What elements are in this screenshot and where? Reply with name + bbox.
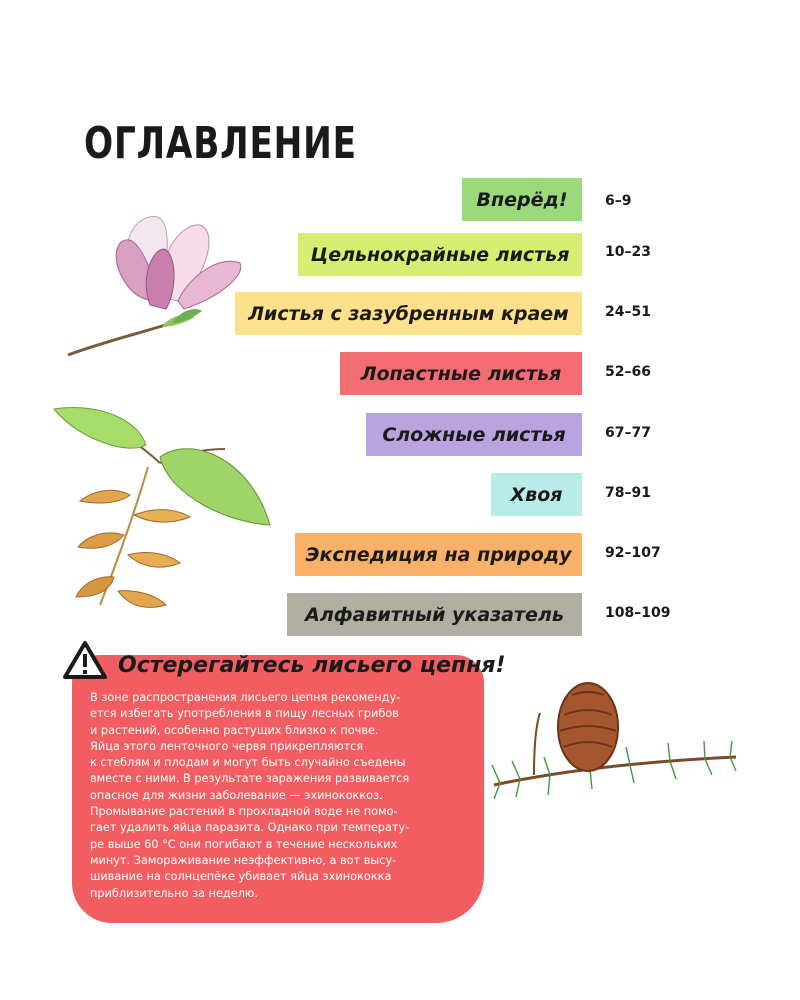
toc-item-needles[interactable] bbox=[491, 473, 582, 516]
toc-pages: 92–107 bbox=[605, 545, 661, 561]
warning-line: к стеблям и плодам и могут быть случайно съедены bbox=[90, 756, 406, 770]
toc-item-entire-leaves[interactable] bbox=[298, 233, 582, 276]
toc-pages: 24–51 bbox=[605, 304, 651, 320]
toc-item-lobed-leaves[interactable] bbox=[340, 352, 582, 395]
toc-label: Цельнокрайные листья bbox=[310, 243, 570, 266]
toc-label: Листья с зазубренным краем bbox=[248, 302, 569, 325]
toc-pages: 52–66 bbox=[605, 364, 651, 380]
toc-label: Экспедиция на природу bbox=[305, 543, 572, 566]
toc-pages: 6–9 bbox=[605, 193, 632, 209]
warning-line: ется избегать употребления в пищу лесных грибов bbox=[90, 707, 399, 721]
toc-label: Алфавитный указатель bbox=[305, 603, 564, 626]
warning-line: ре выше 60 °С они погибают в течение нескольких bbox=[90, 837, 398, 851]
warning-line: гает удалить яйца паразита. Однако при температу- bbox=[90, 821, 410, 835]
toc-label: Хвоя bbox=[510, 483, 563, 506]
page-title: ОГЛАВЛЕНИЕ bbox=[84, 118, 357, 169]
warning-line: опасное для жизни заболевание — эхинококкоз. bbox=[90, 788, 383, 802]
warning-title: Остерегайтесь лисьего цепня! bbox=[118, 653, 506, 678]
larch-illustration bbox=[490, 665, 740, 825]
toc-item-forward[interactable] bbox=[462, 178, 582, 221]
toc-pages: 78–91 bbox=[605, 485, 651, 501]
warning-line: Промывание растений в прохладной воде не помо- bbox=[90, 805, 398, 819]
warning-line: приблизительно за неделю. bbox=[90, 886, 259, 900]
toc-label: Вперёд! bbox=[476, 188, 568, 211]
toc-pages: 108–109 bbox=[605, 605, 671, 621]
toc-pages: 10–23 bbox=[605, 244, 651, 260]
toc-item-index[interactable] bbox=[287, 593, 582, 636]
warning-line: Яйца этого ленточного червя прикрепляются bbox=[90, 739, 364, 753]
warning-line: шивание на солнцепёке убивает яйца эхинококка bbox=[90, 870, 392, 884]
hornbeam-illustration bbox=[50, 405, 280, 615]
warning-line: и растений, особенно растущих близко к почве. bbox=[90, 723, 379, 737]
warning-triangle-icon bbox=[62, 640, 108, 680]
toc-item-expedition[interactable] bbox=[295, 533, 582, 576]
toc-label: Сложные листья bbox=[382, 423, 566, 446]
warning-line: В зоне распространения лисьего цепня рекоменду- bbox=[90, 691, 401, 704]
warning-text bbox=[90, 690, 462, 902]
toc-item-serrated-leaves[interactable] bbox=[235, 292, 582, 335]
toc-pages: 67–77 bbox=[605, 425, 651, 441]
magnolia-illustration bbox=[60, 205, 260, 365]
warning-line: минут. Замораживание неэффективно, а вот высу- bbox=[90, 853, 397, 867]
toc-label: Лопастные листья bbox=[360, 362, 562, 385]
toc-item-compound-leaves[interactable] bbox=[366, 413, 582, 456]
warning-line: вместе с ними. В результате заражения развивается bbox=[90, 772, 410, 786]
